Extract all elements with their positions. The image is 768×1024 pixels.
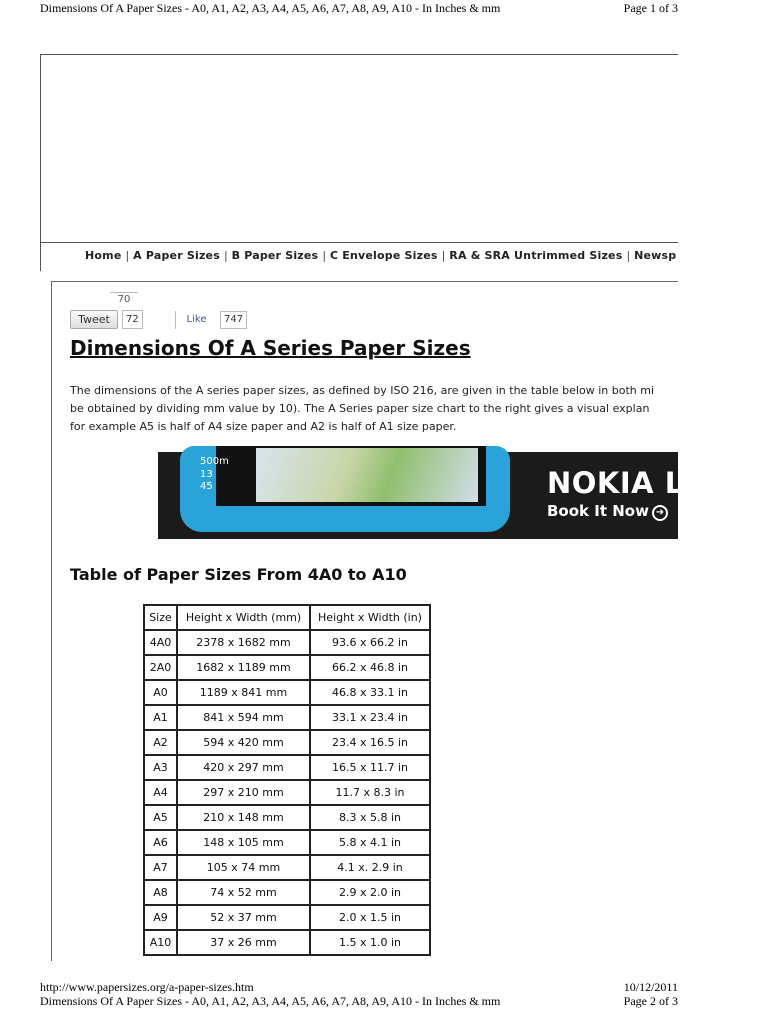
- header-frame: [40, 54, 678, 271]
- table-cell: A2: [144, 730, 177, 755]
- ad-brand: NOKIA LU: [547, 466, 707, 500]
- page-title: Dimensions Of A Series Paper Sizes: [70, 336, 471, 360]
- intro-line: The dimensions of the A series paper sizes, as defined by ISO 216, are given in the table below in both mi: [70, 384, 654, 397]
- column-header: Height x Width (mm): [177, 605, 310, 630]
- nav-separator: |: [322, 249, 330, 262]
- table-cell: 16.5 x 11.7 in: [310, 755, 430, 780]
- table-cell: A0: [144, 680, 177, 705]
- table-cell: 33.1 x 23.4 in: [310, 705, 430, 730]
- table-row: [144, 780, 430, 805]
- table-cell: A9: [144, 905, 177, 930]
- table-cell: 594 x 420 mm: [177, 730, 310, 755]
- nav-home[interactable]: Home: [85, 249, 122, 262]
- table-cell: 420 x 297 mm: [177, 755, 310, 780]
- table-cell: 8.3 x 5.8 in: [310, 805, 430, 830]
- nav-b-paper-sizes[interactable]: B Paper Sizes: [231, 249, 319, 262]
- like-button[interactable]: Like: [175, 311, 217, 329]
- table-row: [144, 805, 430, 830]
- table-cell: A10: [144, 930, 177, 955]
- ad-cta-label: Book It Now: [547, 502, 649, 520]
- tweet-button[interactable]: Tweet: [70, 310, 118, 329]
- nav-a-paper-sizes[interactable]: A Paper Sizes: [133, 249, 220, 262]
- print-footer-url: http://www.papersizes.org/a-paper-sizes.htm: [40, 980, 254, 994]
- nav-separator: |: [224, 249, 232, 262]
- table-cell: 52 x 37 mm: [177, 905, 310, 930]
- table-row: [144, 705, 430, 730]
- table-cell: A6: [144, 830, 177, 855]
- table-cell: 2.9 x 2.0 in: [310, 880, 430, 905]
- table-row: [144, 905, 430, 930]
- table-cell: A3: [144, 755, 177, 780]
- table-cell: 210 x 148 mm: [177, 805, 310, 830]
- table-cell: 74 x 52 mm: [177, 880, 310, 905]
- table-cell: 1.5 x 1.0 in: [310, 930, 430, 955]
- print-footer-date: 10/12/2011: [623, 980, 678, 994]
- table-cell: A1: [144, 705, 177, 730]
- table-body: [144, 630, 430, 955]
- intro-line: be obtained by dividing mm value by 10). The A Series paper size chart to the right gives a visual explan: [70, 402, 650, 415]
- table-cell: A4: [144, 780, 177, 805]
- table-row: [144, 630, 430, 655]
- nav-newspaper[interactable]: Newsp: [634, 249, 677, 262]
- tweet-count: 72: [122, 310, 143, 329]
- print-footer-title: Dimensions Of A Paper Sizes - A0, A1, A2, A3, A4, A5, A6, A7, A8, A9, A10 - In Inches & mm: [40, 994, 501, 1008]
- table-cell: 1682 x 1189 mm: [177, 655, 310, 680]
- table-cell: 46.8 x 33.1 in: [310, 680, 430, 705]
- table-cell: 1189 x 841 mm: [177, 680, 310, 705]
- map-image: [256, 448, 478, 502]
- print-footer-page: Page 2 of 3: [623, 994, 678, 1008]
- table-cell: 148 x 105 mm: [177, 830, 310, 855]
- print-header: [40, 1, 678, 17]
- table-header-row: [144, 605, 430, 630]
- nav-ra-sra-sizes[interactable]: RA & SRA Untrimmed Sizes: [449, 249, 623, 262]
- table-cell: A8: [144, 880, 177, 905]
- intro-paragraph: [70, 382, 678, 434]
- paper-sizes-table: [143, 604, 431, 956]
- tweet-top-count: 70: [110, 292, 138, 305]
- nav-separator: |: [125, 249, 134, 262]
- table-row: [144, 830, 430, 855]
- table-cell: 93.6 x 66.2 in: [310, 630, 430, 655]
- screen-stat: 13: [200, 469, 213, 480]
- print-header-page: Page 1 of 3: [623, 1, 678, 15]
- print-header-title: Dimensions Of A Paper Sizes - A0, A1, A2, A3, A4, A5, A6, A7, A8, A9, A10 - In Inches & mm: [40, 1, 501, 15]
- table-cell: 23.4 x 16.5 in: [310, 730, 430, 755]
- table-cell: 66.2 x 46.8 in: [310, 655, 430, 680]
- table-cell: 4A0: [144, 630, 177, 655]
- column-header: Size: [144, 605, 177, 630]
- screen-stat: 500m: [200, 456, 229, 467]
- table-cell: 2.0 x 1.5 in: [310, 905, 430, 930]
- like-count: 747: [220, 311, 247, 329]
- table-row: [144, 755, 430, 780]
- table-row: [144, 930, 430, 955]
- table-row: [144, 655, 430, 680]
- table-row: [144, 680, 430, 705]
- nav-c-envelope-sizes[interactable]: C Envelope Sizes: [329, 249, 438, 262]
- screen-stat: 45: [200, 481, 213, 492]
- intro-line: for example A5 is half of A4 size paper and A2 is half of A1 size paper.: [70, 420, 457, 433]
- table-cell: 37 x 26 mm: [177, 930, 310, 955]
- main-nav: [85, 249, 678, 265]
- social-buttons: [70, 292, 270, 332]
- nav-divider: [41, 242, 678, 243]
- table-cell: 2378 x 1682 mm: [177, 630, 310, 655]
- table-cell: A7: [144, 855, 177, 880]
- table-cell: 4.1 x. 2.9 in: [310, 855, 430, 880]
- nav-separator: |: [626, 249, 635, 262]
- table-row: [144, 730, 430, 755]
- column-header: Height x Width (in): [310, 605, 430, 630]
- table-cell: 297 x 210 mm: [177, 780, 310, 805]
- table-title: Table of Paper Sizes From 4A0 to A10: [70, 565, 407, 584]
- nav-separator: |: [441, 249, 450, 262]
- table-cell: 5.8 x 4.1 in: [310, 830, 430, 855]
- print-footer: [40, 980, 678, 1014]
- arrow-right-icon: ➜: [652, 505, 668, 521]
- table-cell: 2A0: [144, 655, 177, 680]
- table-cell: 841 x 594 mm: [177, 705, 310, 730]
- ad-cta[interactable]: [547, 502, 668, 521]
- nokia-ad-banner[interactable]: [158, 452, 707, 539]
- table-cell: 11.7 x 8.3 in: [310, 780, 430, 805]
- table-row: [144, 880, 430, 905]
- table-cell: A5: [144, 805, 177, 830]
- phone-image: [180, 446, 510, 532]
- table-cell: 105 x 74 mm: [177, 855, 310, 880]
- table-row: [144, 855, 430, 880]
